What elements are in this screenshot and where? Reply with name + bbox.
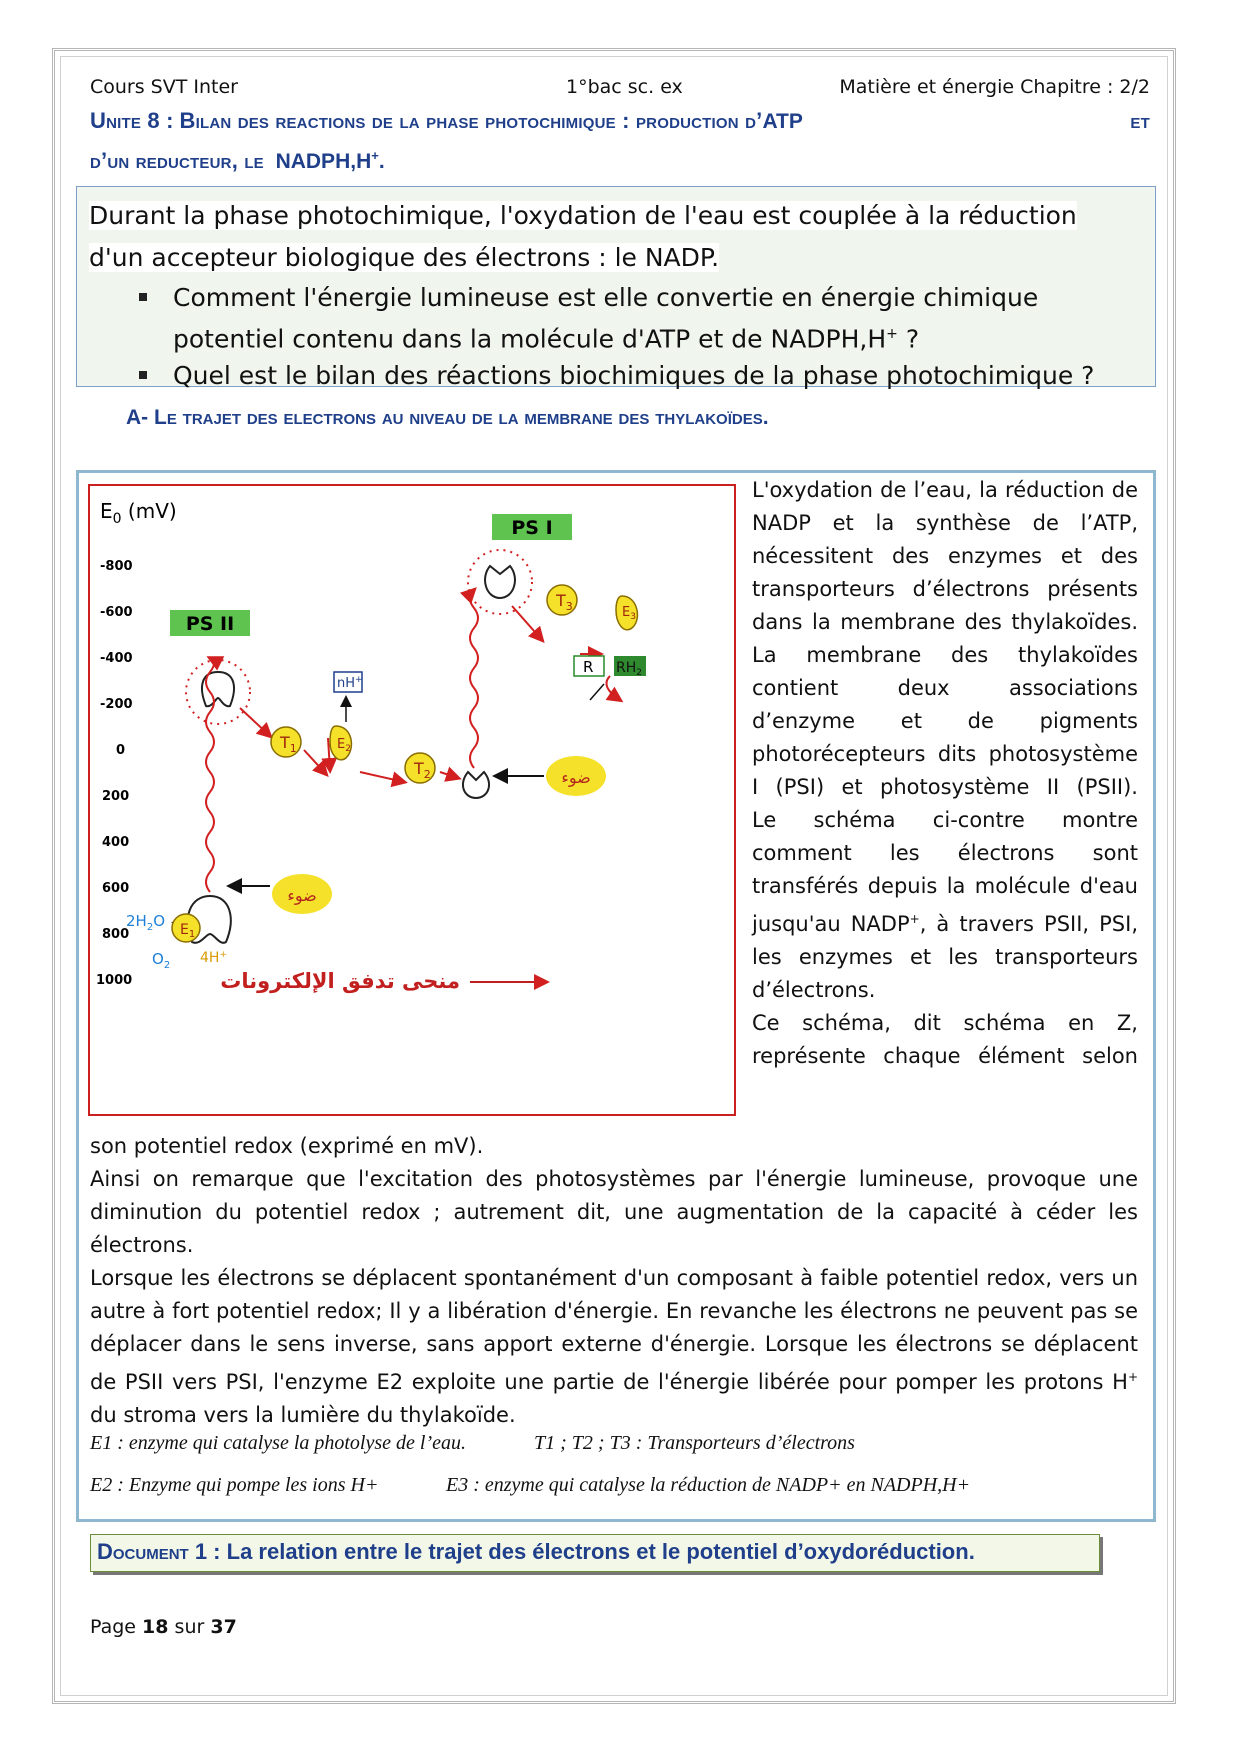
- side-text: [752, 474, 1138, 1073]
- e3-sub: 3: [630, 612, 636, 622]
- t1-sub: 1: [289, 742, 297, 755]
- ps1-excited-shape: [485, 566, 515, 598]
- t1-letter: T: [280, 733, 290, 752]
- unit-title-line2: d’un reducteur, le: [90, 148, 264, 173]
- light-label-ps1: ضوء: [561, 768, 591, 787]
- ps2-label: PS II: [185, 613, 235, 635]
- header-course: Cours SVT Inter: [90, 76, 238, 98]
- tick-label: -600: [100, 605, 133, 620]
- ps1-ground-shape: [463, 772, 489, 798]
- tick-label: 1000: [96, 973, 133, 988]
- side-paragraph-3: [752, 804, 1138, 1007]
- tick-label: 200: [102, 789, 130, 804]
- ps1-excitation-arrow: [470, 590, 478, 768]
- unit-nadph-sup: +: [371, 148, 379, 163]
- question1-line1: Comment l'énergie lumineuse est elle convertie en énergie chimique: [173, 283, 1039, 312]
- question1-end: ?: [897, 324, 920, 354]
- t2-letter: T: [414, 759, 424, 778]
- arrow-t2-ps1: [440, 772, 458, 778]
- legend-e1: E1 : enzyme qui catalyse la photolyse de l’eau.: [90, 1432, 466, 1454]
- h4-text: 4H: [200, 950, 220, 966]
- tick-label: 800: [102, 927, 130, 942]
- axis-label-sub: 0: [112, 511, 122, 527]
- h2o-end: O: [153, 912, 166, 930]
- side-p4-text: Ce schéma, dit schéma en Z, représente chaque élément selon: [752, 1011, 1138, 1068]
- main-p3b-text: du stroma vers la lumière du thylakoïde.: [90, 1403, 516, 1427]
- tick-label: 600: [102, 881, 130, 896]
- legend-e2: E2 : Enzyme qui pompe les ions H+: [90, 1474, 379, 1496]
- light-label-ps2: ضوء: [287, 886, 317, 905]
- footer-sur: sur: [168, 1616, 211, 1638]
- h2o-label: [126, 912, 165, 933]
- e1-sub: 1: [188, 929, 196, 940]
- intro-box: [76, 186, 1156, 391]
- arrow-ps2-t1: [240, 708, 270, 736]
- side-p3a-text: Le schéma ci-contre montre comment les électrons sont transférés depuis la molécule d'eau jusqu'au NADP: [752, 808, 1138, 936]
- list-item: [139, 279, 1143, 357]
- intro-line2: d'un accepteur biologique des électrons : le NADP.: [89, 243, 720, 272]
- arrow-t2-in: [360, 772, 404, 782]
- side-p3-sup: +: [909, 912, 920, 926]
- tick-label: 0: [116, 743, 126, 758]
- side-p3b-text: , à travers PSII, PSI, les enzymes et les transporteurs d’électrons.: [752, 912, 1138, 1002]
- axis-label-unit: (mV): [121, 499, 177, 523]
- nh-sup: +: [355, 675, 363, 685]
- nh-text: nH: [337, 676, 356, 691]
- unit-dot: .: [378, 150, 385, 173]
- arrow-t1-e2: [304, 750, 326, 774]
- unit-title-line1: Bilan des reactions de la phase photochimique : production d’: [179, 108, 763, 133]
- z-scheme-diagram: [88, 484, 736, 1116]
- main-text: [90, 1130, 1138, 1432]
- question2: Quel est le bilan des réactions biochimiques de la phase photochimique ?: [173, 361, 1095, 391]
- unit-label: Unite 8 :: [90, 108, 174, 133]
- arrow-e3-rh2: [607, 676, 621, 700]
- footer-page-number: 18: [142, 1616, 169, 1638]
- side-paragraph-2: [752, 639, 1138, 804]
- unit-atp: ATP: [762, 110, 803, 133]
- flow-label: منحى تدفق الإلكترونات: [220, 969, 460, 993]
- t2-sub: 2: [423, 768, 431, 781]
- intro-questions: [89, 279, 1143, 394]
- h2o-text: 2H: [126, 912, 147, 930]
- h4-sup: +: [219, 950, 227, 960]
- z-scheme-svg: [90, 486, 734, 1114]
- main-paragraph-1: son potentiel redox (exprimé en mV).: [90, 1134, 484, 1158]
- h2o-sub: 2: [146, 922, 154, 933]
- side-p2-text: La membrane des thylakoïdes contient deux associations d’enzyme et de pigments photorécepteurs dits photosystème I (PSI) et photosystème II (PSII).: [752, 643, 1138, 799]
- side-p1-text: L'oxydation de l’eau, la réduction de NADP et la synthèse de l’ATP, nécessitent des enzymes et des transporteurs d’électrons présents dans la membrane des thylakoïdes.: [752, 478, 1138, 634]
- question1-line2: potentiel contenu dans la molécule d'ATP et de NADPH,H: [173, 324, 887, 354]
- question1-sup: +: [886, 326, 898, 342]
- t3-letter: T: [556, 591, 566, 610]
- r-label: R: [583, 658, 594, 676]
- section-a-heading: A- Le trajet des electrons au niveau de la membrane des thylakoïdes.: [126, 406, 769, 429]
- main-p3-sup: +: [1127, 1370, 1138, 1384]
- o2-label: [152, 950, 170, 971]
- page-footer: [90, 1616, 237, 1638]
- tick-label: 400: [102, 835, 130, 850]
- axis-label: [100, 499, 177, 527]
- footer-page-word: Page: [90, 1616, 143, 1638]
- header-chapter: Matière et énergie Chapitre : 2/2: [839, 76, 1150, 98]
- list-item: [139, 357, 1143, 394]
- side-paragraph-4: [752, 1007, 1138, 1073]
- document-caption-label: Document 1 :: [97, 1539, 221, 1564]
- main-p3a-text: Lorsque les électrons se déplacent spontanément d'un composant à faible potentiel redox, vers un autre à fort potentiel redox; Il y a libération d'énergie. En revanche les électrons ne peuvent pas se déplacer dans le sens inverse, sans apport externe d'énergie. Lorsque les électrons se déplacent de PSII vers PSI, l'enzyme E2 exploite une partie de l'énergie libérée pour pomper les protons H: [90, 1266, 1138, 1394]
- document-caption-text: La relation entre le trajet des électrons et le potentiel d’oxydoréduction.: [220, 1539, 975, 1564]
- document-caption: [90, 1534, 1100, 1572]
- footer-page-total: 37: [210, 1616, 237, 1638]
- o2-sub: 2: [163, 960, 171, 971]
- unit-title: [90, 104, 1150, 179]
- side-paragraph-1: [752, 474, 1138, 639]
- main-paragraph-2: Ainsi on remarque que l'excitation des photosystèmes par l'énergie lumineuse, provoque une diminution du potentiel redox ; autrement dit, une augmentation de la capacité à céder les électrons.: [90, 1167, 1138, 1257]
- e2-sub: 2: [345, 744, 351, 754]
- e3-letter: E: [622, 605, 631, 620]
- e1-letter: E: [180, 922, 189, 938]
- tick-label: -400: [100, 651, 133, 666]
- ps1-label: PS I: [511, 517, 553, 539]
- line-r-e3: [590, 684, 604, 700]
- header-level: 1°bac sc. ex: [566, 76, 683, 98]
- e2-letter: E: [337, 737, 346, 752]
- legend-t: T1 ; T2 ; T3 : Transporteurs d’électrons: [534, 1432, 855, 1454]
- arrow-ps1-t3: [512, 606, 542, 640]
- unit-et: et: [1130, 108, 1150, 133]
- unit-nadph: NADPH,H: [275, 150, 372, 173]
- t3-sub: 3: [565, 600, 573, 613]
- rh2-text: RH: [616, 660, 637, 676]
- tick-label: -800: [100, 559, 133, 574]
- rh2-sub: 2: [636, 668, 642, 678]
- o2-text: O: [152, 950, 164, 968]
- tick-label: -200: [100, 697, 133, 712]
- h4-label: [200, 950, 227, 966]
- main-paragraph-3: [90, 1262, 1138, 1432]
- axis-label-e: E: [100, 499, 113, 523]
- intro-line1: Durant la phase photochimique, l'oxydation de l'eau est couplée à la réduction: [89, 201, 1077, 230]
- legend-e3: E3 : enzyme qui catalyse la réduction de NADP+ en NADPH,H+: [446, 1474, 971, 1496]
